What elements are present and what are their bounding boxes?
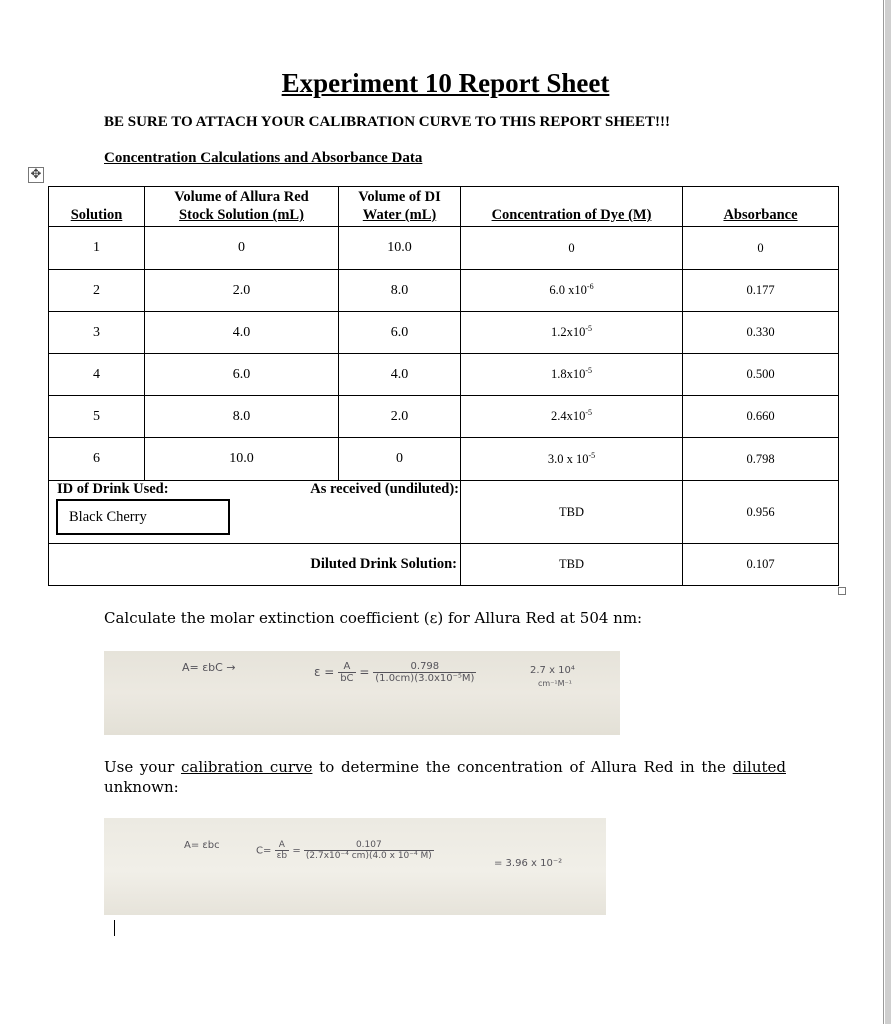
hw-epsilon-equation: ε = $\frac{A}{bC}$ = $\frac{0.798}{\text{(1.0cm)(3.0x10⁻⁵M)}}$ (314, 661, 475, 684)
hw-c-equation: C= $\frac{A}{\varepsilon b}$ = $\frac{0.107}{\text{(2.7x10⁻⁴ cm)(4.0 x 10⁻⁴ M)}}$ (256, 840, 432, 861)
cell-concentration[interactable]: 6.0 $x10^{-6}$ (461, 270, 683, 312)
cell-allura-ml[interactable]: 4.0 (145, 312, 339, 354)
cell-solution[interactable]: 3 (49, 312, 145, 354)
drink-id-label: ID of Drink Used: (57, 481, 169, 497)
cell-water-ml[interactable]: 2.0 (339, 396, 461, 438)
diluted-concentration[interactable]: TBD (461, 544, 683, 586)
cell-concentration[interactable]: 3.0 x $10^{-5}$ (461, 438, 683, 481)
cell-water-ml[interactable]: 8.0 (339, 270, 461, 312)
section-heading: Concentration Calculations and Absorbance Data (104, 150, 423, 166)
table-header-row (49, 187, 839, 227)
as-received-concentration[interactable]: TBD (461, 481, 683, 544)
handwritten-concentration-photo (104, 818, 606, 915)
window-scrollbar-gutter (885, 0, 891, 1024)
cell-solution[interactable]: 2 (49, 270, 145, 312)
header-volume-water: Volume of DI Water (mL) (339, 187, 461, 227)
hw-result: 2.7 x 10⁴ (530, 665, 575, 676)
table-row (49, 270, 839, 312)
cell-water-ml[interactable]: 0 (339, 438, 461, 481)
handwritten-epsilon-photo (104, 651, 620, 735)
diluted-label: Diluted Drink Solution: (49, 544, 461, 586)
cell-water-ml[interactable]: 10.0 (339, 227, 461, 270)
hw-units: cm⁻¹M⁻¹ (538, 679, 572, 688)
cell-solution[interactable]: 6 (49, 438, 145, 481)
cell-solution[interactable]: 1 (49, 227, 145, 270)
cell-concentration[interactable]: $2.4x10^{-5}$ (461, 396, 683, 438)
header-solution: Solution (49, 187, 145, 227)
calibration-prompt: Use your calibration curve to determine the concentration of Allura Red in the diluted unknown: (104, 758, 786, 796)
table-row (49, 227, 839, 270)
data-table (48, 186, 839, 586)
cell-solution[interactable]: 4 (49, 354, 145, 396)
hw-formula: A= εbc (184, 840, 220, 851)
diluted-link: diluted (732, 758, 786, 776)
diluted-row (49, 544, 839, 586)
cell-allura-ml[interactable]: 2.0 (145, 270, 339, 312)
cell-water-ml[interactable]: 4.0 (339, 354, 461, 396)
cell-allura-ml[interactable]: 6.0 (145, 354, 339, 396)
diluted-absorbance[interactable]: 0.107 (683, 544, 839, 586)
header-absorbance: Absorbance (683, 187, 839, 227)
as-received-absorbance[interactable]: 0.956 (683, 481, 839, 544)
calibration-curve-link: calibration curve (180, 758, 313, 776)
table-row (49, 354, 839, 396)
drink-id-cell (49, 481, 461, 544)
drink-row (49, 481, 839, 544)
cell-allura-ml[interactable]: 8.0 (145, 396, 339, 438)
hw-result: = 3.96 x 10⁻² (494, 858, 563, 869)
cell-absorbance[interactable]: 0.177 (683, 270, 839, 312)
attach-note: BE SURE TO ATTACH YOUR CALIBRATION CURVE TO THIS REPORT SHEET!!! (104, 114, 671, 130)
table-row (49, 396, 839, 438)
table-row (49, 312, 839, 354)
cell-solution[interactable]: 5 (49, 396, 145, 438)
cell-absorbance[interactable]: 0.798 (683, 438, 839, 481)
drink-id-field[interactable]: Black Cherry (56, 499, 230, 535)
cell-concentration[interactable]: $1.2x10^{-5}$ (461, 312, 683, 354)
table-move-handle-icon[interactable]: ✥ (28, 167, 44, 183)
cell-water-ml[interactable]: 6.0 (339, 312, 461, 354)
epsilon-prompt: Calculate the molar extinction coefficient (ε) for Allura Red at 504 nm: (104, 609, 643, 627)
header-volume-red: Volume of Allura Red Stock Solution (mL) (145, 187, 339, 227)
as-received-label: As received (undiluted): (310, 481, 459, 497)
cell-concentration[interactable]: 0 (461, 227, 683, 270)
cell-allura-ml[interactable]: 0 (145, 227, 339, 270)
cell-absorbance[interactable]: 0.330 (683, 312, 839, 354)
cell-absorbance[interactable]: 0 (683, 227, 839, 270)
page-title: Experiment 10 Report Sheet (281, 68, 610, 98)
header-concentration: Concentration of Dye (M) (461, 187, 683, 227)
cell-concentration[interactable]: $1.8x10^{-5}$ (461, 354, 683, 396)
text-cursor (114, 920, 115, 936)
cell-absorbance[interactable]: 0.500 (683, 354, 839, 396)
page-edge-line (883, 0, 884, 1024)
hw-formula: A= εbC → (182, 661, 236, 674)
table-resize-handle[interactable] (838, 587, 846, 595)
cell-allura-ml[interactable]: 10.0 (145, 438, 339, 481)
table-row (49, 438, 839, 481)
cell-absorbance[interactable]: 0.660 (683, 396, 839, 438)
